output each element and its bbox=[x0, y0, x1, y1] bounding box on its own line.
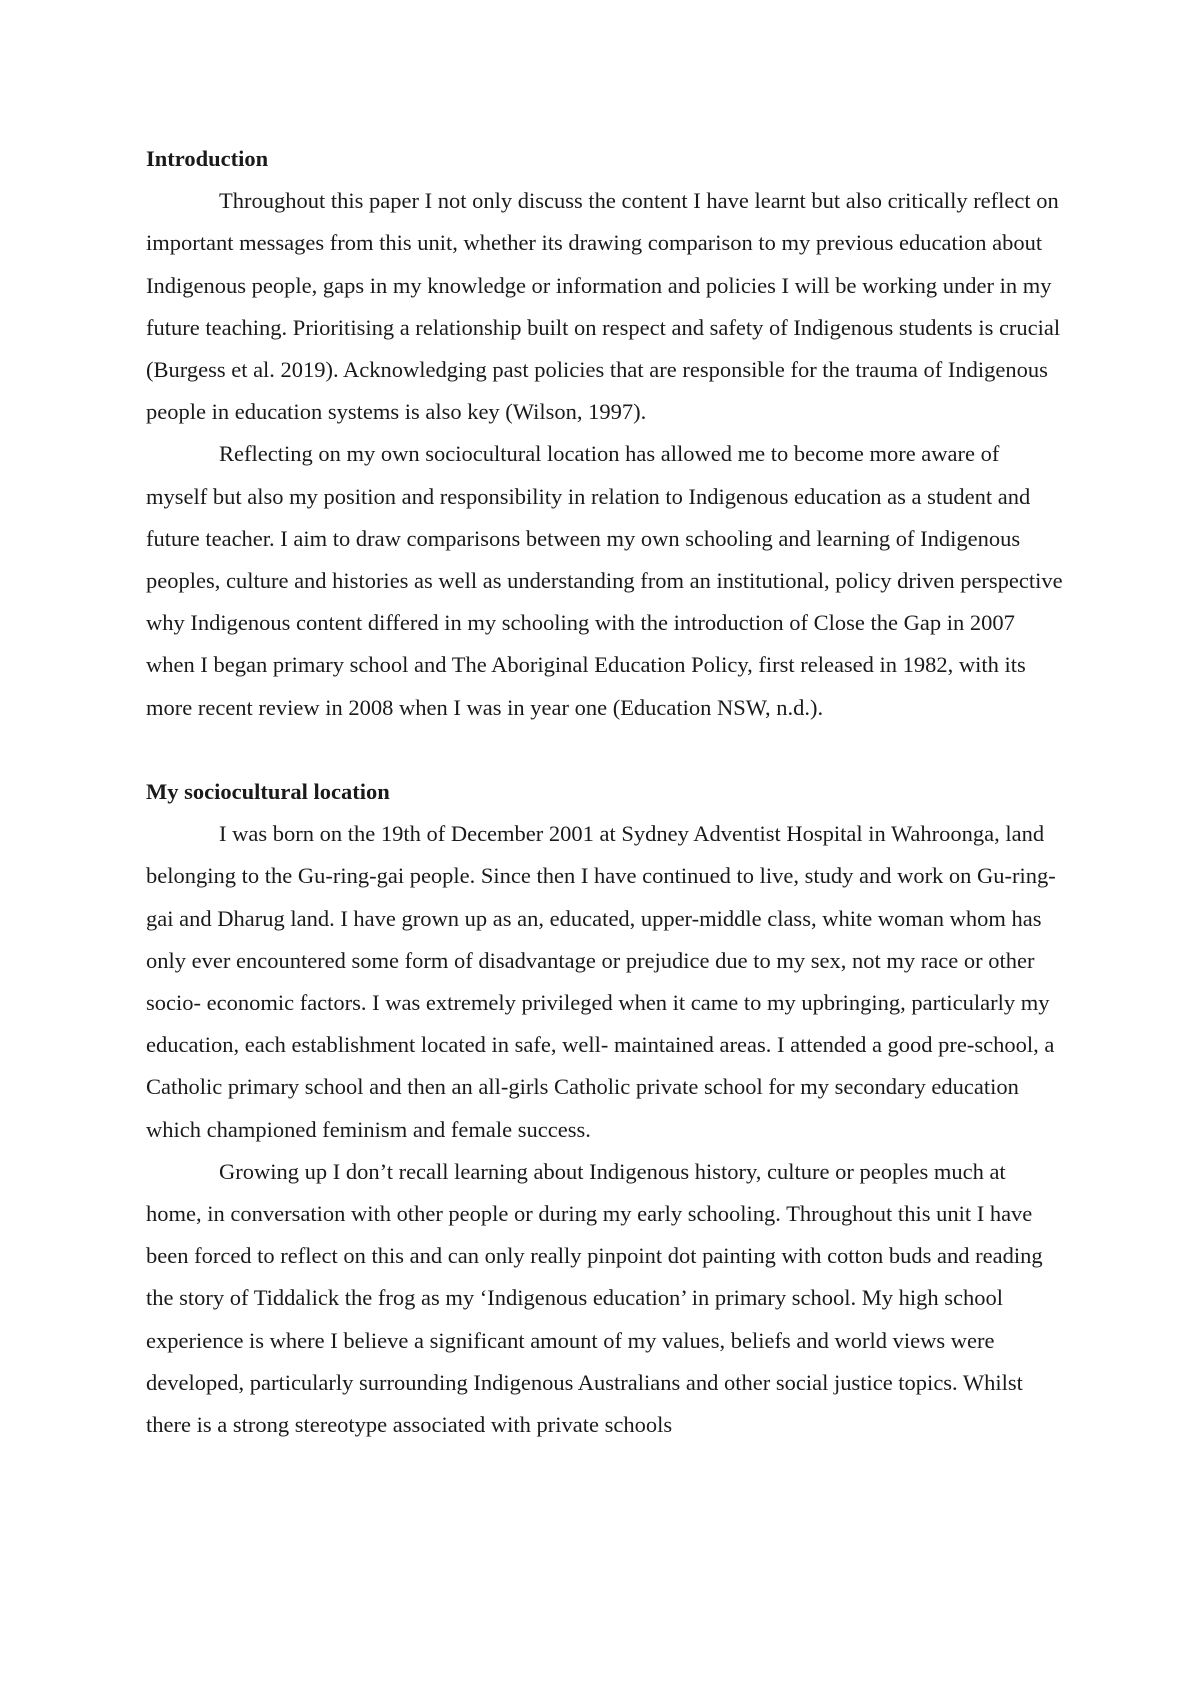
section-spacer bbox=[146, 729, 1064, 771]
paragraph: I was born on the 19th of December 2001 at Sydney Adventist Hospital in Wahroonga, land belonging to the Gu-ring-gai people. Since then I have continued to live, study and work on Gu-ring-gai and Dharug land. I have grown up as an, educated, upper-middle class, white woman whom has only ever encountered some form of disadvantage or prejudice due to my sex, not my race or other socio- economic factors. I was extremely privileged when it came to my upbringing, particularly my education, each establishment located in safe, well- maintained areas. I attended a good pre-school, a Catholic primary school and then an all-girls Catholic private school for my secondary education which championed feminism and female success. bbox=[146, 821, 1056, 1142]
paragraph: Reflecting on my own sociocultural location has allowed me to become more aware of myself but also my position and responsibility in relation to Indigenous education as a student and future teacher. I aim to draw comparisons between my own schooling and learning of Indigenous peoples, culture and histories as well as understanding from an institutional, policy driven perspective why Indigenous content differed in my schooling with the introduction of Close the Gap in 2007 when I began primary school and The Aboriginal Education Policy, first released in 1982, with its more recent review in 2008 when I was in year one (Education NSW, n.d.). bbox=[146, 441, 1063, 720]
paragraph: Throughout this paper I not only discuss the content I have learnt but also critically reflect on important messages from this unit, whether its drawing comparison to my previous education about Indigenous people, gaps in my knowledge or information and policies I will be working under in my future teaching. Prioritising a relationship built on respect and safety of Indigenous students is crucial (Burgess et al. 2019). Acknowledging past policies that are responsible for the trauma of Indigenous people in education systems is also key (Wilson, 1997). bbox=[146, 188, 1061, 425]
paragraph: Growing up I don’t recall learning about Indigenous history, culture or peoples much at home, in conversation with other people or during my early schooling. Throughout this unit I have been forced to reflect on this and can only really pinpoint dot painting with cotton buds and reading the story of Tiddalick the frog as my ‘Indigenous education’ in primary school. My high school experience is where I believe a significant amount of my values, beliefs and world views were developed, particularly surrounding Indigenous Australians and other social justice topics. Whilst there is a strong stereotype associated with private schools bbox=[146, 1158, 1043, 1438]
section-heading-sociocultural-location: My sociocultural location bbox=[146, 779, 390, 805]
section-heading-introduction: Introduction bbox=[146, 146, 269, 171]
document-body bbox=[146, 138, 1064, 1446]
